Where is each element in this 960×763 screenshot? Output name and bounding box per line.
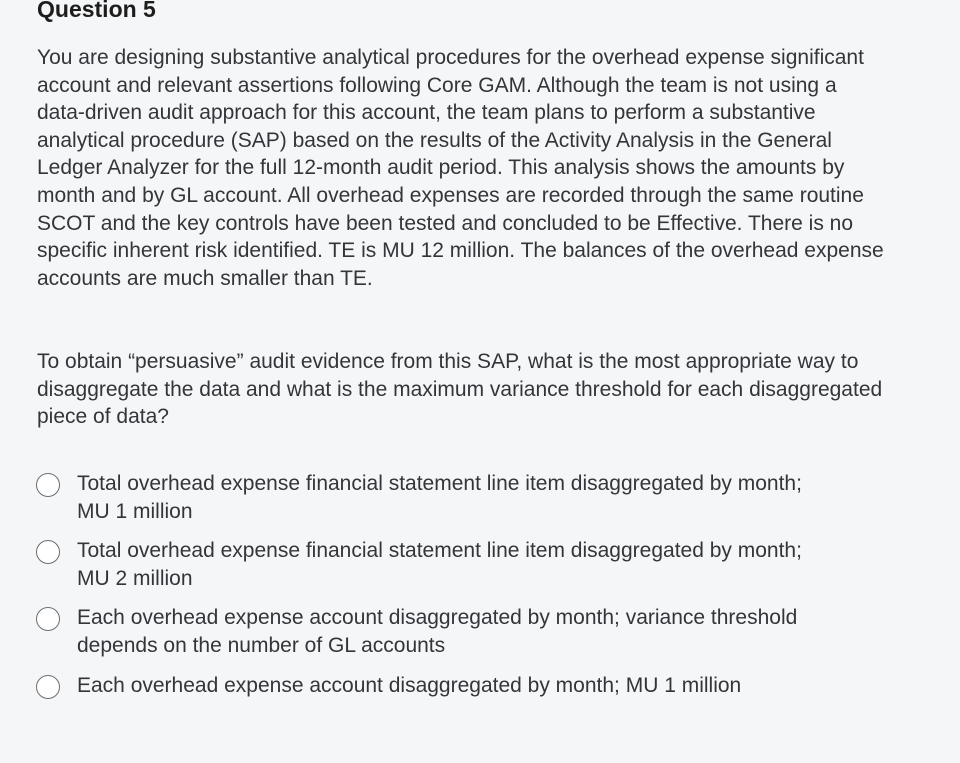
question-title: Question 5 bbox=[37, 0, 156, 22]
radio-button[interactable] bbox=[36, 473, 60, 497]
answer-option-1[interactable] bbox=[36, 470, 916, 525]
answer-option-label: Each overhead expense account disaggregated by month; variance threshold depends on the number of GL accounts bbox=[77, 606, 798, 657]
answer-option-2[interactable] bbox=[36, 537, 916, 592]
answer-option-label: Each overhead expense account disaggregated by month; MU 1 million bbox=[77, 673, 742, 697]
radio-button[interactable] bbox=[36, 607, 60, 631]
question-prompt: To obtain “persuasive” audit evidence from this SAP, what is the most appropriate way to disaggregate the data and what is the maximum variance threshold for each disaggregated piece of data? bbox=[37, 350, 883, 429]
radio-button[interactable] bbox=[36, 675, 60, 699]
answer-option-3[interactable] bbox=[36, 604, 916, 659]
question-stem: You are designing substantive analytical procedures for the overhead expense significant account and relevant assertions following Core GAM. Although the team is not using a data-driven audit approach for this account, the team plans to perform a substantive analytical procedure (SAP) based on the results of the Activity Analysis in the General Ledger Analyzer for the full 12-month audit period. This analysis shows the amounts by month and by GL account. All overhead expenses are recorded through the same routine SCOT and the key controls have been tested and concluded to be Effective. There is no specific inherent risk identified. TE is MU 12 million. The balances of the overhead expense accounts are much smaller than TE. bbox=[37, 46, 884, 290]
answer-option-label: Total overhead expense financial statement line item disaggregated by month; MU 2 million bbox=[77, 539, 802, 590]
answer-options bbox=[36, 470, 916, 711]
radio-button[interactable] bbox=[36, 540, 60, 564]
answer-option-4[interactable] bbox=[36, 672, 916, 700]
answer-option-label: Total overhead expense financial statement line item disaggregated by month; MU 1 million bbox=[77, 472, 802, 523]
